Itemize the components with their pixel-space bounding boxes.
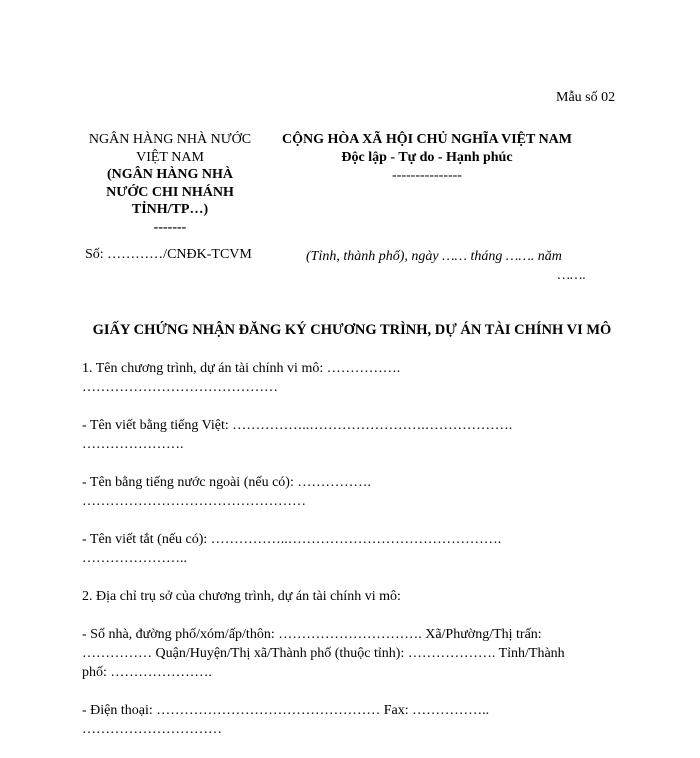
field-phone-fax [82, 701, 612, 739]
field-foreign-name [82, 473, 612, 511]
national-title: CỘNG HÒA XÃ HỘI CHỦ NGHĨA VIỆT NAM [281, 132, 572, 147]
motto-divider: --------------- [392, 168, 462, 183]
national-header [268, 131, 586, 185]
field-phone-fax-line1: - Điện thoại: ………………………………………… Fax: …………….. [82, 703, 490, 718]
form-number: Mẫu số 02 [556, 90, 616, 105]
field-abbreviation-line2: ………………….. [82, 551, 187, 566]
field-abbreviation-line1: - Tên viết tắt (nếu có): ……………..………………………………………. [82, 532, 502, 547]
authority-line-2: VIỆT NAM [136, 149, 204, 165]
field-address-line3: phố: …………………. [82, 665, 212, 680]
field-address [82, 625, 612, 682]
field-program-name [82, 359, 612, 397]
national-motto: Độc lập - Tự do - Hạnh phúc [341, 150, 513, 165]
field-abbreviation [82, 530, 612, 568]
field-vietnamese-name-line2: …………………. [82, 437, 184, 452]
field-program-name-line2: …………………………………… [82, 380, 278, 395]
date-line [306, 247, 586, 285]
field-vietnamese-name [82, 416, 612, 454]
document-body [82, 359, 612, 758]
authority-line-5: TỈNH/TP…) [131, 202, 209, 217]
authority-line-1: NGÂN HÀNG NHÀ NƯỚC [88, 132, 252, 147]
date-line-main: (Tỉnh, thành phố), ngày …… tháng ……. năm [306, 249, 562, 264]
field-foreign-name-line1: - Tên bằng tiếng nước ngoài (nếu có): ……………. [82, 475, 371, 490]
field-foreign-name-line2: ………………………………………… [82, 494, 306, 509]
field-headquarters-line1: 2. Địa chỉ trụ sở của chương trình, dự án tài chính vi mô: [82, 589, 401, 604]
field-program-name-line1: 1. Tên chương trình, dự án tài chính vi mô: ……………. [82, 361, 401, 376]
document-title: GIẤY CHỨNG NHẬN ĐĂNG KÝ CHƯƠNG TRÌNH, DỰ ÁN TÀI CHÍNH VI MÔ [92, 322, 612, 338]
date-line-tail: ……. [557, 268, 586, 283]
field-phone-fax-line2: ………………………… [82, 722, 222, 737]
field-address-line1: - Số nhà, đường phố/xóm/ấp/thôn: …………………………. Xã/Phường/Thị trấn: [82, 627, 542, 642]
authority-line-4: NƯỚC CHI NHÁNH [106, 184, 234, 200]
document-number: Số: …………/CNĐK-TCVM [85, 247, 252, 262]
issuing-authority-header [80, 131, 260, 236]
field-address-line2: …………… Quận/Huyện/Thị xã/Thành phố (thuộc tỉnh): ………………. Tỉnh/Thành [82, 646, 565, 661]
field-headquarters [82, 587, 612, 606]
authority-divider: ------- [153, 219, 187, 235]
field-vietnamese-name-line1: - Tên viết bằng tiếng Việt: ……………..…………………….………………. [82, 418, 513, 433]
authority-line-3: (NGÂN HÀNG NHÀ [107, 167, 233, 182]
